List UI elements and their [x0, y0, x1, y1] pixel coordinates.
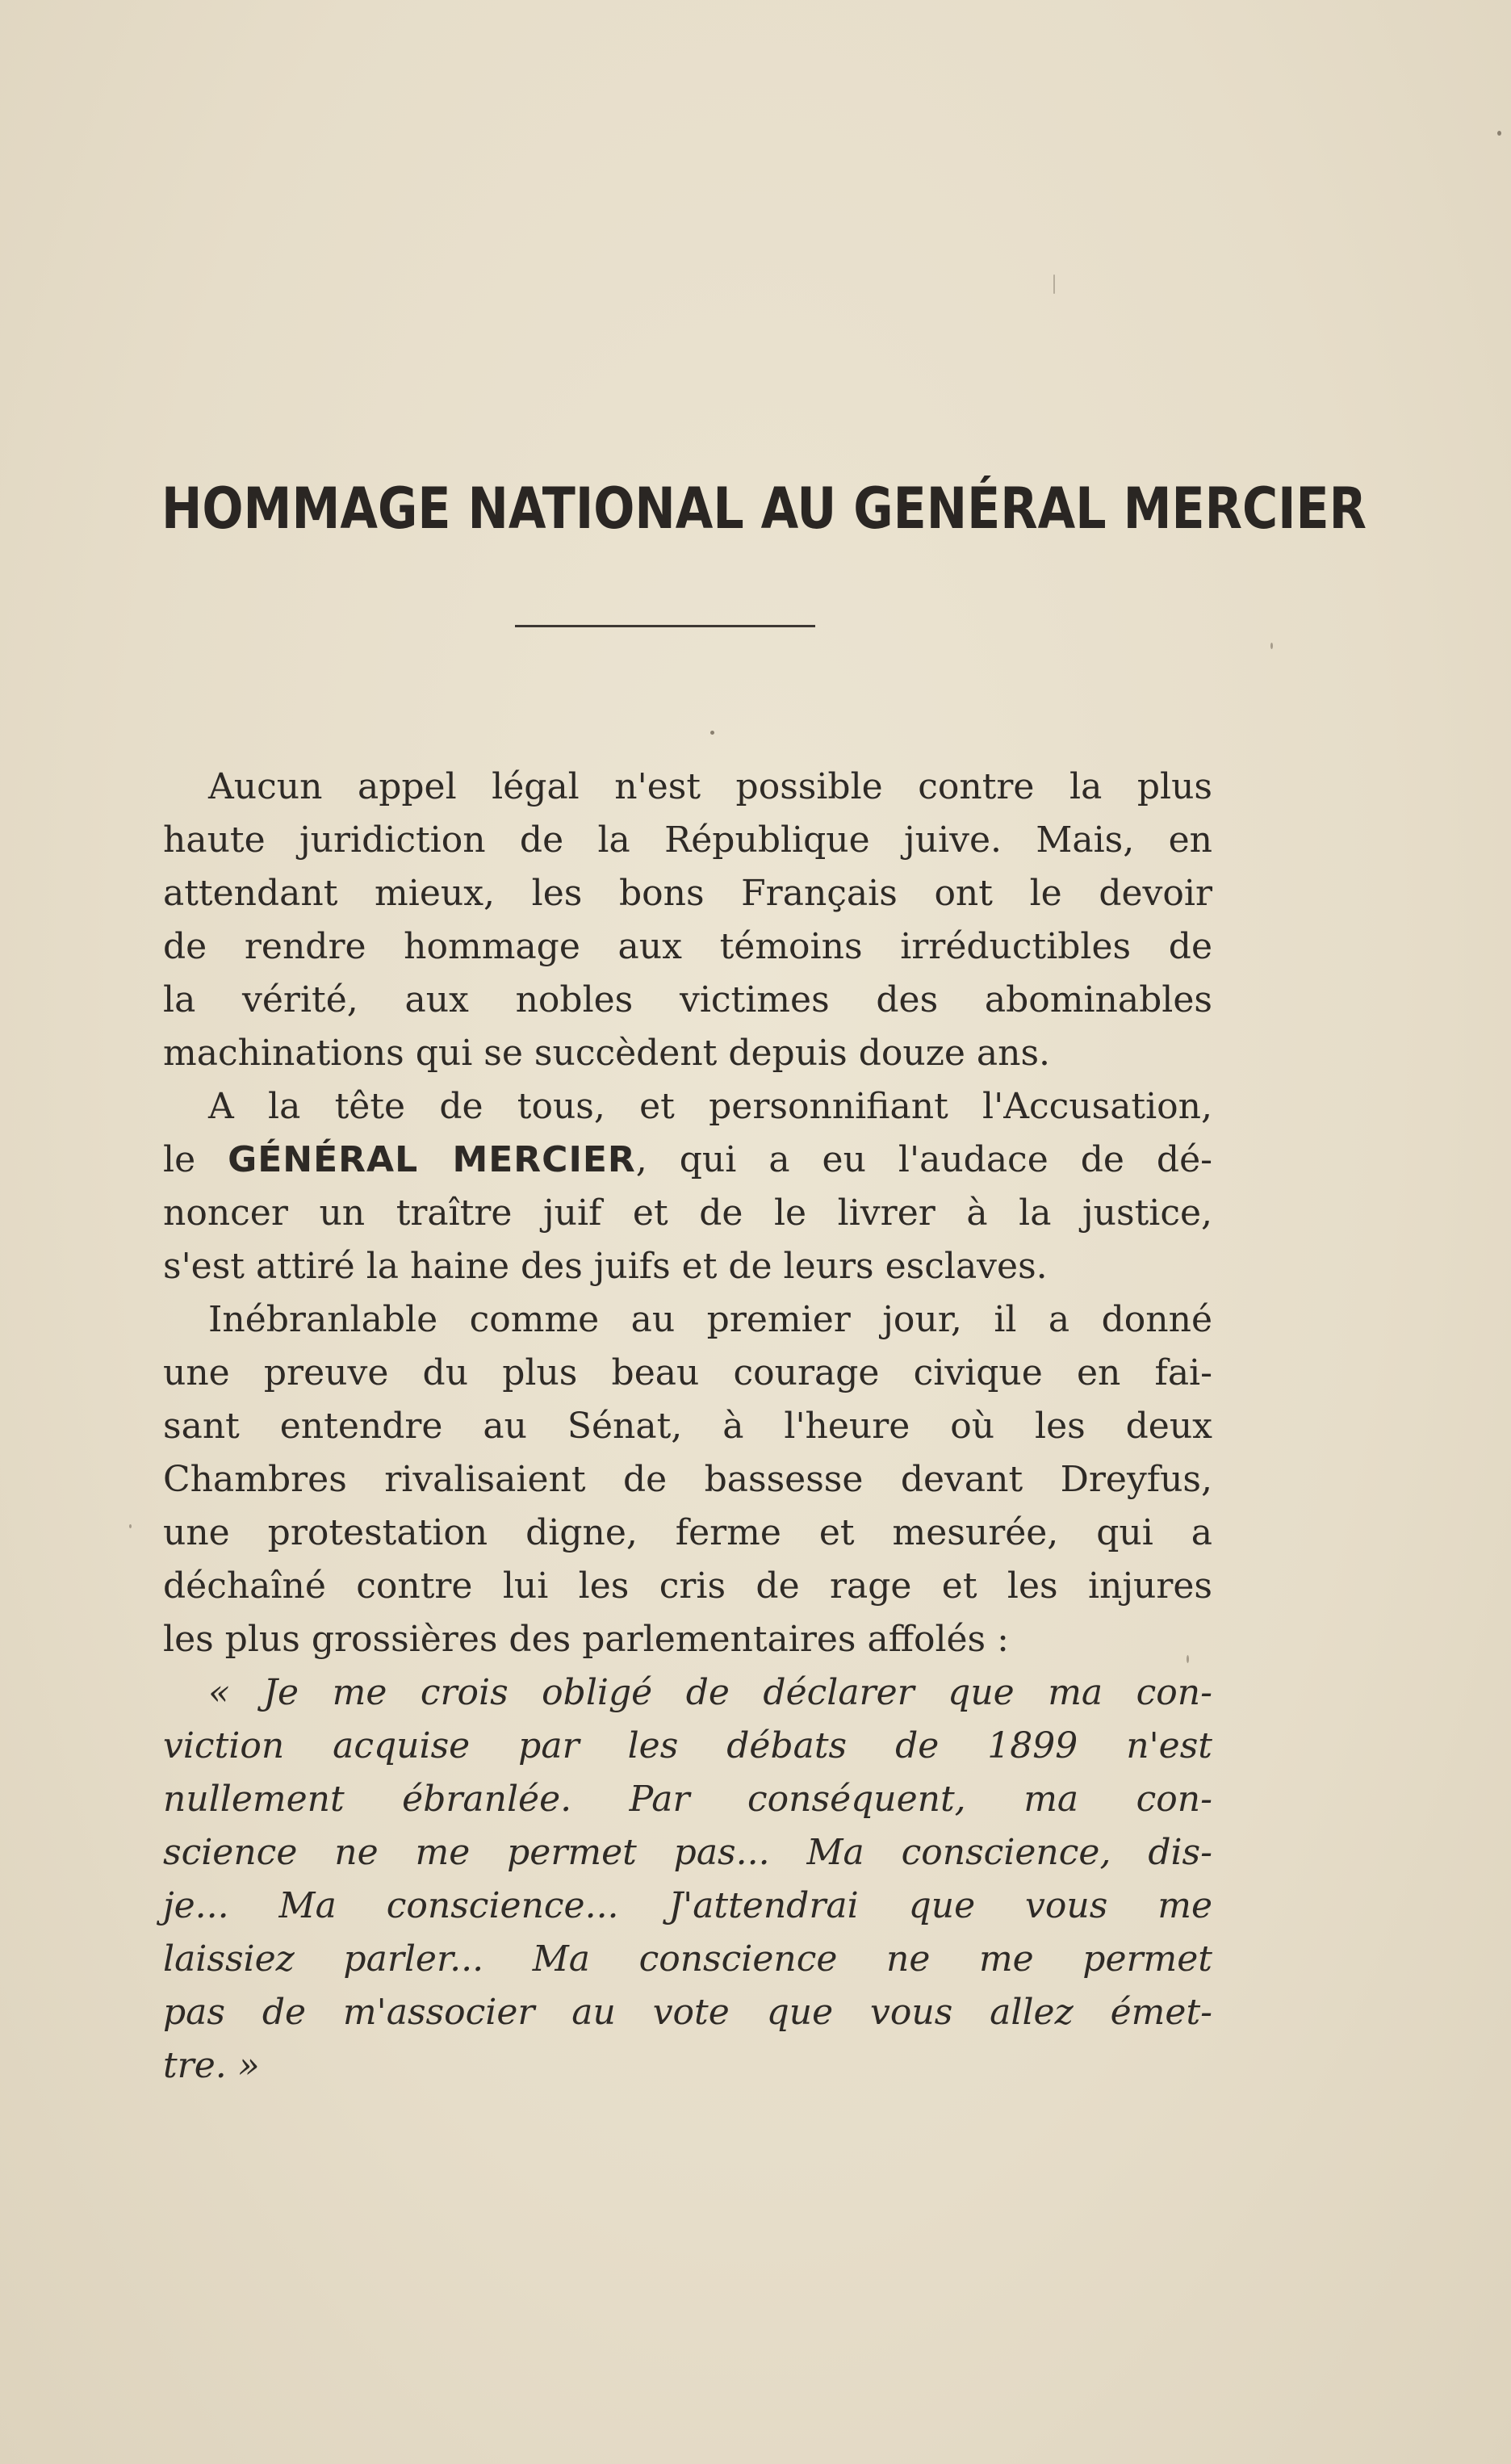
title-separator-rule: [515, 625, 815, 627]
text-line: haute juridiction de la République juive. Mais, en: [163, 819, 1212, 861]
text-line: les plus grossières des parlementaires affolés :: [163, 1619, 1009, 1660]
text-line: Chambres rivalisaient de bassesse devant Dreyfus,: [163, 1459, 1212, 1500]
text-line: A la tête de tous, et personnifiant l'Accusation,: [208, 1086, 1212, 1127]
text-line: une protestation digne, ferme et mesurée, qui a: [163, 1512, 1212, 1553]
text-line: machinations qui se succèdent depuis douze ans.: [163, 1033, 1051, 1074]
text-line: sant entendre au Sénat, à l'heure où les deux: [163, 1406, 1212, 1447]
text-line: je... Ma conscience... J'attendrai que vous me: [163, 1885, 1212, 1926]
text-line: Aucun appel légal n'est possible contre la plus: [208, 766, 1212, 807]
text-line: pas de m'associer au vote que vous allez émet-: [163, 1992, 1212, 2033]
text-line: de rendre hommage aux témoins irréductibles de: [163, 926, 1212, 967]
paper-speck: [1497, 131, 1501, 136]
paper-speck: [710, 731, 714, 735]
text-line: Inébranlable comme au premier jour, il a donné: [208, 1299, 1212, 1340]
text-line: laissiez parler... Ma conscience ne me permet: [163, 1938, 1212, 1980]
text-line: attendant mieux, les bons Français ont le devoir: [163, 873, 1212, 914]
text-line: déchaîné contre lui les cris de rage et les injures: [163, 1565, 1212, 1607]
text-line: s'est attiré la haine des juifs et de leurs esclaves.: [163, 1246, 1048, 1287]
paper-speck: [1187, 1655, 1189, 1663]
chapter-title: HOMMAGE NATIONAL AU GENÉRAL MERCIER: [161, 476, 1367, 542]
text-line: viction acquise par les débats de 1899 n'est: [163, 1725, 1212, 1766]
text-line: nullement ébranlée. Par conséquent, ma con-: [163, 1779, 1212, 1820]
body-text: [163, 761, 1212, 2093]
text-line: noncer un traître juif et de le livrer à la justice,: [163, 1192, 1212, 1234]
paper-speck: [1270, 643, 1273, 649]
text-line: [163, 1134, 1212, 1187]
paper-speck: [129, 1524, 132, 1528]
text-segment: , qui a eu l'audace de dé-: [635, 1139, 1212, 1180]
text-line: science ne me permet pas... Ma conscience, dis-: [163, 1832, 1212, 1873]
text-line: tre. »: [163, 2045, 260, 2086]
paper-speck: [1053, 274, 1055, 294]
text-line: « Je me crois obligé de déclarer que ma con-: [208, 1672, 1212, 1713]
text-line: la vérité, aux nobles victimes des abominables: [163, 979, 1212, 1020]
general-name: GÉNÉRAL MERCIER: [228, 1139, 636, 1180]
text-line: une preuve du plus beau courage civique en fai-: [163, 1352, 1212, 1393]
text-segment: le: [163, 1139, 228, 1180]
